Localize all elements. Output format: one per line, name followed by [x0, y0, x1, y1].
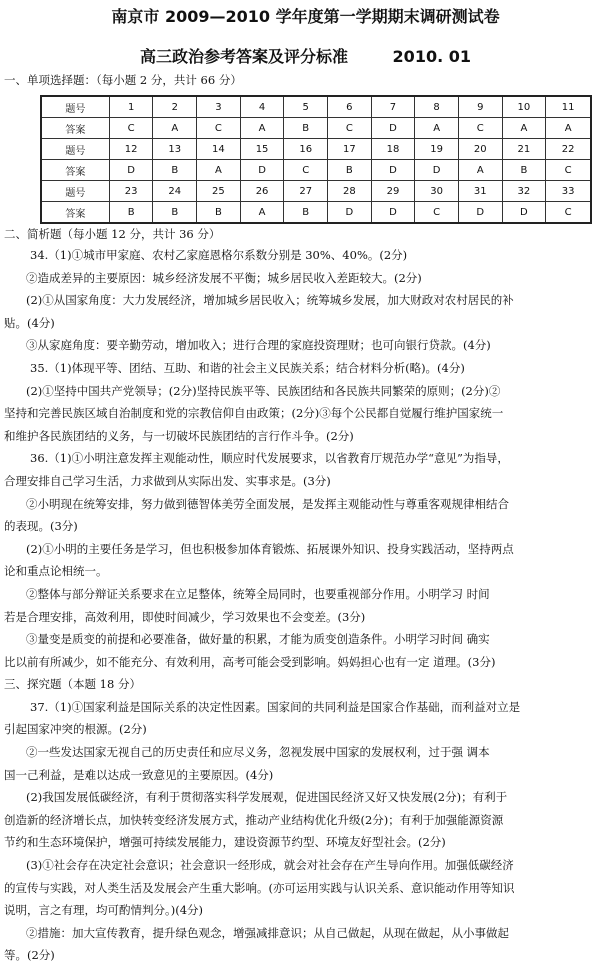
table-cell: 22 — [546, 139, 591, 160]
table-cell: 2 — [153, 96, 197, 118]
table-cell: 19 — [415, 139, 459, 160]
answer-table-row — [41, 118, 591, 139]
text-line: (2)①从国家角度：大力发展经济，增加城乡居民收入；统筹城乡发展，加大财政对农村居民的补 — [26, 293, 514, 308]
text-line: 和维护各民族团结的义务，与一切破坏民族团结的言行作斗争。(2分) — [4, 428, 354, 443]
text-line: 坚持和完善民族区域自治制度和党的宗教信仰自由政策；(2分)③每个公民都自觉履行维护国家统一 — [4, 406, 504, 421]
row-label: 答案 — [41, 202, 109, 224]
text-line: 引起国家冲突的根源。(2分) — [4, 722, 147, 737]
table-cell: 28 — [328, 181, 372, 202]
table-cell: B — [502, 160, 546, 181]
table-cell: D — [240, 160, 284, 181]
table-cell: 15 — [240, 139, 284, 160]
table-cell: 8 — [415, 96, 459, 118]
table-cell: A — [458, 160, 502, 181]
row-label: 答案 — [41, 118, 109, 139]
table-cell: B — [284, 118, 328, 139]
text-line: 论和重点论相统一。 — [4, 564, 108, 579]
table-cell: 32 — [502, 181, 546, 202]
table-cell: 25 — [197, 181, 241, 202]
text-line: 37.（1)①国家利益是国际关系的决定性因素。国家间的共同利益是国家合作基础，而利益对立是 — [30, 699, 521, 714]
table-cell: B — [153, 202, 197, 224]
table-cell: C — [546, 202, 591, 224]
table-cell: D — [502, 202, 546, 224]
text-line: 34.（1)①城市甲家庭、农村乙家庭恩格尔系数分别是 30%、40%。(2分) — [30, 248, 408, 262]
answer-table-row — [41, 139, 591, 160]
section-1-heading: 一、单项选择题：（每小题 2 分，共计 66 分） — [4, 73, 242, 87]
table-cell: 10 — [502, 96, 546, 118]
answer-table-row — [41, 181, 591, 202]
row-label: 题号 — [41, 139, 109, 160]
answer-body — [4, 244, 608, 967]
document-title: 南京市 2009—2010 学年度第一学期期末调研测试卷 — [111, 7, 500, 26]
text-line: (3)①社会存在决定社会意识；社会意识一经形成，就会对社会存在产生导向作用。加强低碳经济 — [26, 858, 514, 873]
text-line: 合理安排自己学习生活，力求做到从实际出发、实事求是。(3分) — [4, 473, 331, 488]
text-line: (2)我国发展低碳经济，有利于贯彻落实科学发展观，促进国民经济又好又快发展(2分)；有利于 — [26, 790, 508, 805]
answer-table-row — [41, 160, 591, 181]
text-line: 等。(2分) — [4, 948, 55, 963]
table-cell: 5 — [284, 96, 328, 118]
table-cell: 18 — [371, 139, 415, 160]
table-cell: A — [415, 118, 459, 139]
text-line: 的表现。(3分) — [4, 519, 78, 534]
table-cell: 27 — [284, 181, 328, 202]
text-line: 的宣传与实践，对人类生活及发展会产生重大影响。(亦可运用实践与认识关系、意识能动作用等知识 — [4, 880, 515, 895]
document-subtitle: 高三政治参考答案及评分标准 2010. 01 — [139, 47, 471, 66]
table-cell: B — [153, 160, 197, 181]
table-cell: A — [502, 118, 546, 139]
table-cell: 6 — [328, 96, 372, 118]
text-line: 若是合理安排，高效利用，即使时间减少，学习效果也不会变差。(3分) — [4, 609, 366, 624]
table-cell: 9 — [458, 96, 502, 118]
table-cell: D — [109, 160, 153, 181]
table-cell: B — [109, 202, 153, 224]
table-cell: A — [546, 118, 591, 139]
table-cell: A — [197, 160, 241, 181]
text-line: 创造新的经济增长点，加快转变经济发展方式，推动产业结构优化升级(2分)；有利于加强能源资源 — [4, 812, 504, 827]
text-line: 三、探究题（本题 18 分） — [4, 677, 141, 692]
text-line: 说明，言之有理，均可酌情判分。)(4分) — [4, 903, 204, 918]
text-line: (2)①小明的主要任务是学习，但也积极参加体育锻炼、拓展课外知识、投身实践活动，坚持两点 — [26, 541, 514, 556]
table-cell: A — [153, 118, 197, 139]
table-cell: 30 — [415, 181, 459, 202]
row-label: 题号 — [41, 181, 109, 202]
text-line: ②小明现在统筹安排，努力做到德智体美劳全面发展，是发挥主观能动性与尊重客观规律相结合 — [26, 496, 509, 511]
table-cell: 1 — [109, 96, 153, 118]
text-line: 节约和生态环境保护，增强可持续发展能力，建设资源节约型、环境友好型社会。(2分) — [4, 835, 446, 850]
text-line: ②整体与部分辩证关系要求在立足整体，统筹全局同时，也要重视部分作用。小明学习 时间 — [26, 586, 490, 601]
table-cell: 20 — [458, 139, 502, 160]
table-cell: 29 — [371, 181, 415, 202]
text-line: ②一些发达国家无视自己的历史责任和应尽义务，忽视发展中国家的发展权利，过于强 调本 — [26, 745, 490, 760]
section-2-heading: 二、简析题（每小题 12 分，共计 36 分） — [4, 227, 221, 241]
table-cell: C — [415, 202, 459, 224]
table-cell: C — [328, 118, 372, 139]
row-label: 答案 — [41, 160, 109, 181]
table-cell: B — [284, 202, 328, 224]
answer-table-row — [41, 96, 591, 118]
table-cell: 14 — [197, 139, 241, 160]
table-cell: D — [371, 160, 415, 181]
table-cell: C — [546, 160, 591, 181]
table-cell: 21 — [502, 139, 546, 160]
text-line: 36.（1)①小明注意发挥主观能动性，顺应时代发展要求，以省教育厅规范办学“意见”为指导， — [30, 451, 509, 466]
table-cell: 26 — [240, 181, 284, 202]
row-label: 题号 — [41, 96, 109, 118]
table-cell: D — [371, 118, 415, 139]
text-line: ③从家庭角度：要辛勤劳动，增加收入；进行合理的家庭投资理财；也可向银行贷款。(4分) — [26, 338, 491, 353]
table-cell: 12 — [109, 139, 153, 160]
table-cell: A — [240, 202, 284, 224]
table-cell: D — [371, 202, 415, 224]
text-line: 比以前有所减少，如不能充分、有效利用，高考可能会受到影响。妈妈担心也有一定 道理。(3分) — [4, 654, 496, 669]
text-line: ②造成差异的主要原因：城乡经济发展不平衡；城乡居民收入差距较大。(2分) — [26, 270, 422, 285]
table-cell: D — [415, 160, 459, 181]
table-cell: 24 — [153, 181, 197, 202]
text-line: 35.（1)体现平等、团结、互助、和谐的社会主义民族关系；结合材料分析(略)。(4分) — [30, 360, 465, 375]
table-cell: C — [197, 118, 241, 139]
table-cell: 3 — [197, 96, 241, 118]
table-cell: D — [328, 202, 372, 224]
answer-table-row — [41, 202, 591, 224]
table-cell: C — [284, 160, 328, 181]
table-cell: 7 — [371, 96, 415, 118]
answer-table — [40, 95, 592, 224]
table-cell: A — [240, 118, 284, 139]
text-line: 贴。(4分) — [4, 315, 55, 330]
text-line: ③量变是质变的前提和必要准备，做好量的积累，才能为质变创造条件。小明学习时间 确实 — [26, 632, 490, 647]
table-cell: 13 — [153, 139, 197, 160]
table-cell: C — [458, 118, 502, 139]
table-cell: C — [109, 118, 153, 139]
table-cell: 4 — [240, 96, 284, 118]
table-cell: 16 — [284, 139, 328, 160]
table-cell: 17 — [328, 139, 372, 160]
text-line: (2)①坚持中国共产党领导；(2分)坚持民族平等、民族团结和各民族共同繁荣的原则；(2分)② — [26, 383, 501, 398]
text-line: 国一己利益，是难以达成一致意见的主要原因。(4分) — [4, 767, 274, 782]
table-cell: 33 — [546, 181, 591, 202]
table-cell: B — [328, 160, 372, 181]
table-cell: 23 — [109, 181, 153, 202]
text-line: ②措施：加大宣传教育，提升绿色观念，增强减排意识；从自己做起，从现在做起，从小事做起 — [26, 925, 509, 940]
table-cell: D — [458, 202, 502, 224]
table-cell: 11 — [546, 96, 591, 118]
table-cell: B — [197, 202, 241, 224]
table-cell: 31 — [458, 181, 502, 202]
